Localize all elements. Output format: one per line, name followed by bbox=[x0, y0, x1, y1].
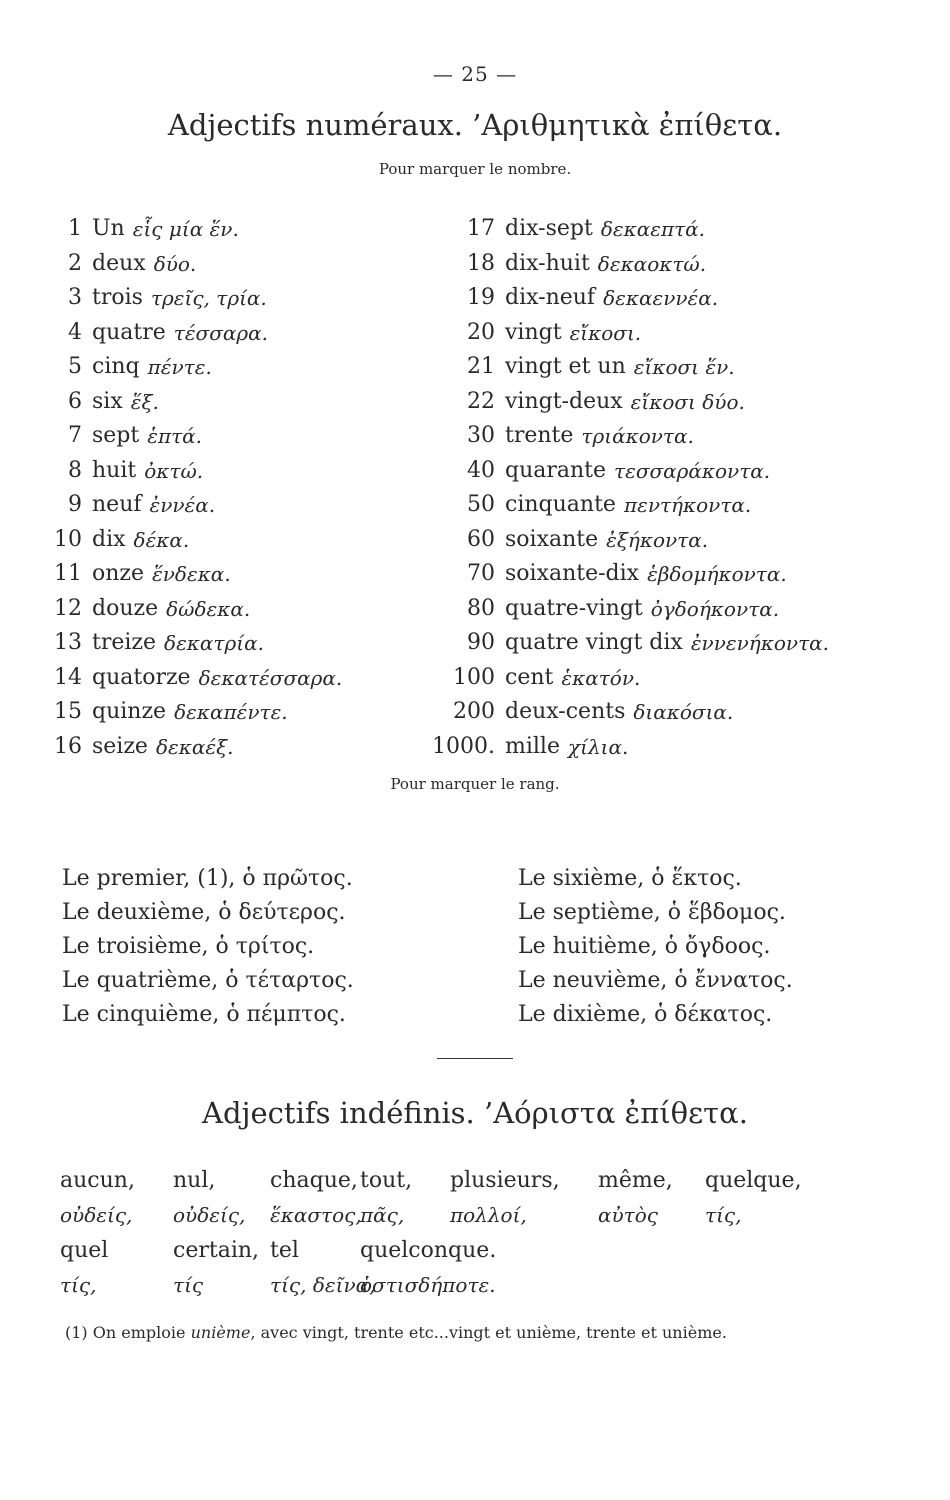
numeral-row bbox=[420, 523, 829, 558]
numeral-digit: 12 bbox=[54, 595, 82, 621]
numeral-digit: 30 bbox=[467, 423, 495, 448]
numeral-greek: δεκαέξ. bbox=[155, 734, 234, 759]
numeral-greek: ὀκτώ. bbox=[144, 458, 204, 483]
numeral-french: onze bbox=[92, 561, 145, 586]
rank-row: Le neuvième, ὁ ἔννατος. bbox=[518, 968, 793, 993]
numeral-greek: χίλια. bbox=[568, 734, 629, 759]
numeral-row bbox=[40, 592, 342, 627]
numeral-french: mille bbox=[505, 733, 560, 759]
indefinite-word: quel bbox=[60, 1238, 109, 1263]
numbers-right-column bbox=[420, 212, 829, 764]
numeral-digit: 1 bbox=[68, 216, 82, 241]
indefinite-word-greek: τίς, δεῖνα, bbox=[270, 1273, 376, 1297]
numeral-french: deux-cents bbox=[505, 699, 626, 724]
indefinite-greek-row bbox=[60, 1203, 840, 1238]
numeral-row bbox=[40, 626, 342, 661]
numeral-greek: δεκαεννέα. bbox=[603, 286, 719, 310]
indefinite-word: aucun, bbox=[60, 1168, 135, 1193]
numeral-greek: δεκατέσσαρα. bbox=[198, 665, 343, 690]
numeral-greek: ἐννέα. bbox=[149, 493, 216, 517]
footnote-text-before: On emploie bbox=[92, 1323, 186, 1342]
numeral-row bbox=[40, 212, 342, 247]
numeral-digit: 5 bbox=[68, 354, 82, 379]
section-title-indefinite-adjectives: Adjectifs indéfinis. ’Αόριστα ἐπίθετα. bbox=[202, 1096, 748, 1130]
indefinite-word-greek: πᾶς, bbox=[360, 1203, 405, 1227]
numeral-greek: ἑπτά. bbox=[147, 424, 203, 448]
numeral-greek: δεκαεπτά. bbox=[600, 217, 706, 241]
indefinite-adjectives-table bbox=[60, 1168, 840, 1308]
numeral-french: quatre-vingt bbox=[505, 595, 643, 621]
numeral-digit: 21 bbox=[467, 354, 495, 379]
numeral-french: quatre bbox=[92, 319, 166, 345]
numeral-digit: 50 bbox=[467, 492, 495, 517]
numeral-greek: εἴκοσι δύο. bbox=[630, 389, 745, 414]
numeral-greek: τέσσαρα. bbox=[173, 320, 268, 345]
numeral-row bbox=[420, 281, 829, 316]
numeral-row bbox=[420, 488, 829, 523]
numeral-row bbox=[40, 523, 342, 558]
numeral-row bbox=[40, 385, 342, 420]
rank-row: Le septième, ὁ ἕβδομος. bbox=[518, 900, 786, 925]
numeral-row bbox=[40, 488, 342, 523]
indefinite-french-row bbox=[60, 1238, 840, 1273]
numeral-row bbox=[420, 626, 829, 661]
numeral-greek: δώδεκα. bbox=[166, 596, 251, 621]
numeral-french: quatorze bbox=[92, 664, 191, 690]
indefinite-word: nul, bbox=[173, 1168, 216, 1193]
numeral-french: vingt-deux bbox=[505, 388, 623, 414]
rank-row: Le premier, (1), ὁ πρῶτος. bbox=[62, 866, 353, 891]
numeral-french: trente bbox=[505, 423, 574, 448]
numeral-digit: 16 bbox=[54, 733, 82, 759]
numeral-digit: 2 bbox=[68, 250, 82, 276]
numeral-greek: δύο. bbox=[153, 251, 197, 276]
numeral-digit: 7 bbox=[68, 423, 82, 448]
numeral-digit: 8 bbox=[68, 457, 82, 483]
numeral-french: cent bbox=[505, 664, 554, 690]
numeral-digit: 14 bbox=[54, 664, 82, 690]
rank-row: Le huitième, ὁ ὄγδοος. bbox=[518, 934, 771, 959]
separator-line bbox=[437, 1058, 513, 1059]
numeral-row bbox=[40, 454, 342, 489]
numeral-french: sept bbox=[92, 423, 140, 448]
numeral-row bbox=[420, 592, 829, 627]
numeral-digit: 60 bbox=[467, 526, 495, 552]
numeral-french: dix-huit bbox=[505, 250, 590, 276]
numeral-greek: πεντήκοντα. bbox=[623, 493, 752, 517]
rank-row: Le dixième, ὁ δέκατος. bbox=[518, 1002, 773, 1027]
indefinite-word: chaque, bbox=[270, 1168, 358, 1193]
indefinite-word-greek: τίς bbox=[173, 1273, 204, 1297]
numeral-french: cinq bbox=[92, 354, 140, 379]
numeral-french: douze bbox=[92, 595, 159, 621]
numeral-row bbox=[40, 695, 342, 730]
rank-row: Le troisième, ὁ τρίτος. bbox=[62, 934, 315, 959]
numeral-french: cinquante bbox=[505, 492, 616, 517]
numeral-row bbox=[420, 661, 829, 696]
numeral-greek: δεκατρία. bbox=[164, 631, 264, 655]
rank-row: Le quatrième, ὁ τέταρτος. bbox=[62, 968, 354, 993]
numeral-row bbox=[40, 316, 342, 351]
numeral-row bbox=[420, 557, 829, 592]
numeral-digit: 90 bbox=[467, 630, 495, 655]
indefinite-word: tout, bbox=[360, 1168, 413, 1193]
ranks-left-column bbox=[62, 862, 354, 1032]
numeral-row bbox=[420, 316, 829, 351]
numeral-french: soixante bbox=[505, 526, 599, 552]
numeral-row bbox=[40, 350, 342, 385]
numeral-digit: 1000. bbox=[432, 733, 495, 759]
numeral-digit: 4 bbox=[68, 319, 82, 345]
numeral-french: treize bbox=[92, 630, 157, 655]
numeral-digit: 9 bbox=[68, 492, 82, 517]
numeral-greek: δέκα. bbox=[133, 527, 190, 552]
rank-row: Le deuxième, ὁ δεύτερος. bbox=[62, 900, 346, 925]
numeral-digit: 3 bbox=[68, 285, 82, 310]
numeral-row bbox=[420, 695, 829, 730]
indefinite-word-greek: πολλοί, bbox=[450, 1203, 527, 1227]
indefinite-word-greek: τίς, bbox=[60, 1273, 97, 1297]
footnote bbox=[65, 1322, 845, 1344]
numeral-digit: 19 bbox=[467, 285, 495, 310]
numeral-greek: ἕνδεκα. bbox=[152, 562, 231, 586]
indefinite-word: quelque, bbox=[705, 1168, 802, 1193]
numeral-french: quinze bbox=[92, 699, 167, 724]
footnote-emphasis: unième bbox=[190, 1323, 251, 1342]
numeral-french: trois bbox=[92, 285, 143, 310]
numeral-digit: 15 bbox=[54, 699, 82, 724]
numeral-row bbox=[40, 419, 342, 454]
numeral-french: deux bbox=[92, 250, 146, 276]
indefinite-word: certain, bbox=[173, 1238, 260, 1263]
footnote-marker: (1) bbox=[65, 1323, 88, 1342]
numeral-greek: ἕξ. bbox=[130, 389, 159, 414]
numeral-french: huit bbox=[92, 457, 137, 483]
numeral-greek: τριάκοντα. bbox=[581, 424, 694, 448]
subtitle-rank: Pour marquer le rang. bbox=[390, 775, 560, 793]
numeral-digit: 18 bbox=[467, 250, 495, 276]
rank-row: Le cinquième, ὁ πέμπτος. bbox=[62, 1002, 346, 1027]
numbers-left-column bbox=[40, 212, 342, 764]
ranks-right-column bbox=[518, 862, 793, 1032]
numeral-digit: 11 bbox=[54, 561, 82, 586]
page-number: — 25 — bbox=[432, 62, 518, 86]
numeral-digit: 20 bbox=[467, 319, 495, 345]
rank-row: Le sixième, ὁ ἕκτος. bbox=[518, 866, 742, 891]
numeral-greek: δεκαπέντε. bbox=[174, 700, 288, 724]
numeral-row bbox=[420, 419, 829, 454]
numeral-row bbox=[40, 661, 342, 696]
indefinite-word-greek: αὐτὸς bbox=[598, 1203, 658, 1227]
numeral-row bbox=[40, 247, 342, 282]
numeral-digit: 17 bbox=[467, 216, 495, 241]
indefinite-word-greek: ἕκαστος, bbox=[270, 1203, 362, 1227]
numeral-greek: ἑβδομήκοντα. bbox=[647, 562, 787, 586]
numeral-row bbox=[420, 350, 829, 385]
numeral-row bbox=[420, 385, 829, 420]
numeral-greek: εἴκοσι. bbox=[569, 320, 642, 345]
numeral-french: soixante-dix bbox=[505, 561, 640, 586]
indefinite-french-row bbox=[60, 1168, 840, 1203]
numeral-french: six bbox=[92, 388, 123, 414]
numeral-greek: ἑξήκοντα. bbox=[606, 527, 709, 552]
numeral-greek: ἐννενήκοντα. bbox=[690, 631, 829, 655]
numeral-row bbox=[420, 730, 829, 765]
indefinite-word: tel bbox=[270, 1238, 299, 1263]
numeral-greek: ἑκατόν. bbox=[561, 665, 641, 690]
numeral-row bbox=[40, 557, 342, 592]
numeral-row bbox=[420, 247, 829, 282]
numeral-row bbox=[40, 730, 342, 765]
numeral-digit: 10 bbox=[54, 526, 82, 552]
numeral-french: seize bbox=[92, 733, 148, 759]
numeral-greek: εἷς μία ἕν. bbox=[132, 217, 239, 241]
numeral-row bbox=[40, 281, 342, 316]
section-title-numeral-adjectives: Adjectifs numéraux. ’Αριθμητικὰ ἐπίθετα. bbox=[167, 108, 783, 142]
indefinite-word-greek: οὐδείς, bbox=[60, 1203, 133, 1227]
numeral-digit: 13 bbox=[54, 630, 82, 655]
numeral-digit: 200 bbox=[453, 699, 495, 724]
subtitle-number: Pour marquer le nombre. bbox=[378, 160, 572, 178]
numeral-digit: 40 bbox=[467, 457, 495, 483]
numeral-french: dix-sept bbox=[505, 216, 593, 241]
numeral-digit: 70 bbox=[467, 561, 495, 586]
numeral-greek: εἴκοσι ἕν. bbox=[633, 355, 735, 379]
numeral-digit: 80 bbox=[467, 595, 495, 621]
numeral-french: neuf bbox=[92, 492, 142, 517]
indefinite-word-greek: τίς, bbox=[705, 1203, 742, 1227]
numeral-row bbox=[420, 212, 829, 247]
indefinite-word: plusieurs, bbox=[450, 1168, 560, 1193]
indefinite-word: quelconque. bbox=[360, 1238, 497, 1263]
numeral-row bbox=[420, 454, 829, 489]
indefinite-word: même, bbox=[598, 1168, 673, 1193]
numeral-digit: 22 bbox=[467, 388, 495, 414]
numeral-digit: 100 bbox=[453, 664, 495, 690]
numeral-greek: τεσσαράκοντα. bbox=[614, 458, 771, 483]
numeral-greek: δεκαοκτώ. bbox=[597, 251, 707, 276]
indefinite-word-greek: οὐδείς, bbox=[173, 1203, 246, 1227]
numeral-french: quarante bbox=[505, 457, 607, 483]
numeral-greek: ὀγδοήκοντα. bbox=[650, 596, 780, 621]
numeral-greek: τρεῖς, τρία. bbox=[150, 286, 267, 310]
indefinite-word-greek: ὁστισδήποτε. bbox=[360, 1273, 496, 1297]
numeral-french: quatre vingt dix bbox=[505, 630, 683, 655]
indefinite-greek-row bbox=[60, 1273, 840, 1308]
numeral-greek: πέντε. bbox=[147, 355, 212, 379]
numeral-french: dix bbox=[92, 526, 126, 552]
footnote-text-after: , avec vingt, trente etc...vingt et unième, trente et unième. bbox=[250, 1323, 727, 1342]
numeral-greek: διακόσια. bbox=[633, 700, 734, 724]
numeral-french: vingt bbox=[505, 319, 562, 345]
numeral-french: Un bbox=[92, 216, 125, 241]
numeral-french: vingt et un bbox=[505, 354, 626, 379]
numeral-french: dix-neuf bbox=[505, 285, 596, 310]
numeral-digit: 6 bbox=[68, 388, 82, 414]
